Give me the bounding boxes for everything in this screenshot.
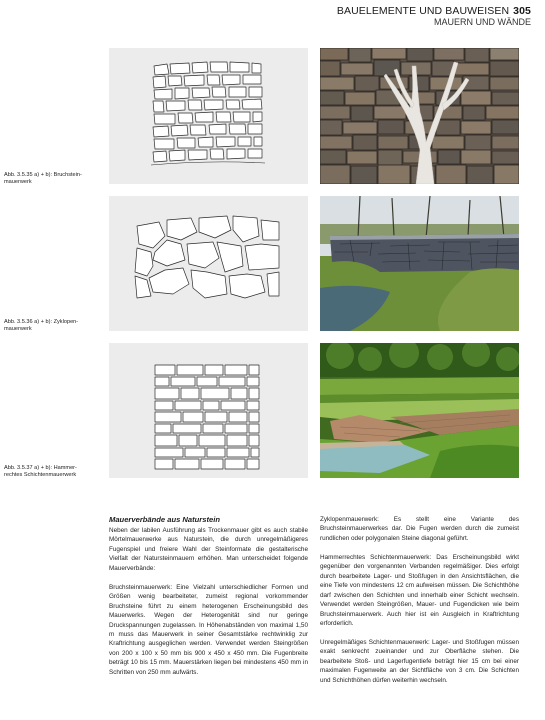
schichten-wall-drawing (109, 343, 308, 478)
text-column-left (109, 515, 308, 677)
paragraph-bruchstein: Bruchsteinmauerwerk: Eine Vielzahl unterschiedlicher Formen und Größen wenig bearbeiteter, zumeist regional vorkommender Bruchsteine führt zu einem heterogenen Erscheinungsbild des Mauerwerks. Wegen der Heterogenität sind nur geringe Druckspannungen zugelassen. In Höhenabständen von maximal 1,50 m muss das Mauerwerk in seiner Gesamtstärke rechtwinklig zur Kraftrichtung ausgeglichen werden. Verwendet werden Steingrößen von 200 x 100 x 50 mm bis 900 x 450 x 450 mm. Die Fugenbreite beträgt 10 bis 15 mm. Mauerstärken liegen bei mindestens 450 mm in Schritten von 250 mm aufwärts. (109, 583, 308, 676)
drawing-schichten (109, 343, 308, 478)
photo-bruchstein-wall (320, 48, 519, 184)
chapter-title: BAUELEMENTE UND BAUWEISEN (336, 5, 510, 17)
section-title-header: MAUERN UND WÄNDE (433, 17, 531, 27)
bruchstein-wall-drawing (109, 48, 308, 184)
photo-zyklopen-bridge (320, 196, 519, 331)
header-chapter-line (337, 5, 531, 17)
figure-caption-2: Abb. 3.5.36 a) + b): Zyklopen- mauerwerk (4, 319, 79, 332)
paragraph-hammerrecht: Hammerrechtes Schichtenmauerwerk: Das Erscheinungsbild wirkt gegenüber den vorgenannten Verbanden regelmäßiger. Dies erfolgt durch bearbeitete Lager- und Stoßfugen in den Ansichtsflächen, die eine Tiefe von mindestens 12 cm aufweisen müssen. Die Schichthöhe darf zwischen den Schichten und innerhalb einer Schicht wechseln. Verwendet werden Steingrößen, Mauer- und Fugendicken wie beim Bruchsteinmauerwerk. Auch hier ist ein Ausgleich in Kraftrichtung erforderlich. (320, 553, 519, 627)
paragraph-zyklopen: Zyklopenmauerwerk: Es stellt eine Variante des Bruchsteinmauerwerkes dar. Die Fugen werden durch die zumeist rundlichen oder polygonalen Steine diagonal geführt. (320, 516, 519, 542)
drawing-bruchstein (109, 48, 308, 184)
paragraph-intro: Neben der labilen Ausführung als Trockenmauer gibt es auch stabile Mörtelmauerwerke aus Naturstein, die durch unregelmäßigeres Fugenspiel und freiere Wahl der Steinformate die gestalterische Vielfalt der Natursteinmauern erhöhen. Man unterscheidet folgende Mauerverbände: (109, 527, 308, 572)
zyklopen-wall-drawing (109, 196, 308, 331)
text-column-right (320, 515, 519, 685)
paragraph-unregelmaessig: Unregelmäßiges Schichtenmauerwerk: Lager- und Stoßfugen müssen exakt senkrecht zueinander und zur Oberfläche stehen. Die bearbeitete Stoß- und Lagerfugentiefe beträgt hier 15 cm bei einer maximalen Fugenweite an der Sichtfläche von 3 cm. Die Schichten und Schichthöhen dürfen weiterhin wechseln. (320, 638, 519, 684)
section-heading: Mauerverbände aus Naturstein (109, 515, 220, 524)
drawing-zyklopen (109, 196, 308, 331)
figure-caption-1: Abb. 3.5.35 a) + b): Bruchstein- mauerwerk (4, 172, 82, 185)
page-header (337, 5, 531, 28)
photo-schichten-garden (320, 343, 519, 478)
page-number: 305 (513, 5, 531, 17)
figure-caption-3: Abb. 3.5.37 a) + b): Hammer- rechtes Schichtenmauerwerk (4, 465, 77, 478)
